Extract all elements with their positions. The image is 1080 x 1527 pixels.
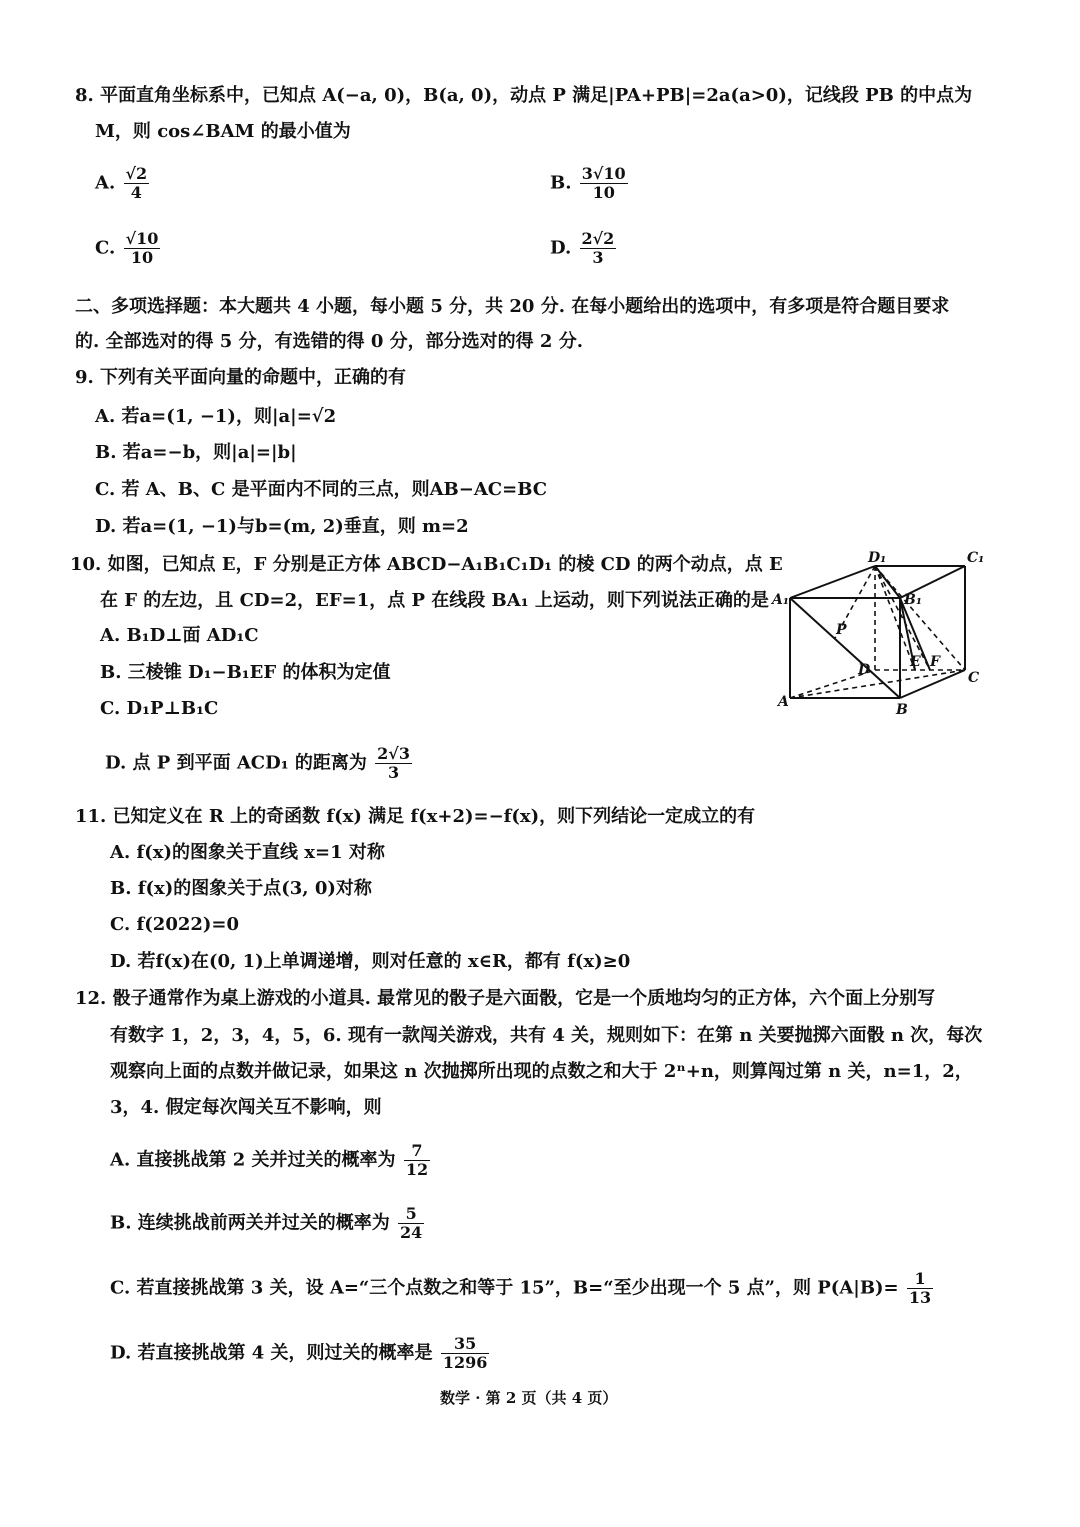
q9-option-b: B. 若a=−b，则|a|=|b| <box>95 442 297 463</box>
option-text: B. 连续挑战前两关并过关的概率为 <box>110 1212 390 1234</box>
numerator: √2 <box>125 164 148 183</box>
q10-option-b: B. 三棱锥 D₁−B₁EF 的体积为定值 <box>100 662 391 683</box>
fraction <box>580 230 617 267</box>
denominator: 13 <box>908 1288 932 1307</box>
numerator: 35 <box>441 1335 490 1354</box>
q11-option-a: A. f(x)的图象关于直线 x=1 对称 <box>110 842 385 863</box>
q12-option-b <box>110 1205 426 1242</box>
numerator: 7 <box>404 1142 430 1161</box>
q8-option-a <box>95 165 151 202</box>
q11-option-b: B. f(x)的图象关于点(3, 0)对称 <box>110 878 372 899</box>
option-label: C. <box>95 237 116 259</box>
fraction <box>398 1205 424 1242</box>
q10-option-c: C. D₁P⊥B₁C <box>100 698 219 719</box>
numerator: 2√2 <box>581 229 615 248</box>
fraction <box>404 1142 430 1179</box>
q12-option-a <box>110 1142 432 1179</box>
denominator: 3 <box>592 248 604 267</box>
q9-option-c: C. 若 A、B、C 是平面内不同的三点，则AB−AC=BC <box>95 479 548 500</box>
q9-option-d: D. 若a=(1, −1)与b=(m, 2)垂直，则 m=2 <box>95 516 469 537</box>
denominator: 12 <box>405 1160 429 1179</box>
q8-option-c <box>95 230 162 267</box>
edge-b-c <box>900 670 965 698</box>
cube-figure <box>770 548 985 718</box>
label-p: P <box>836 622 847 638</box>
segment-a-c <box>790 670 965 698</box>
q10-option-d <box>105 745 414 782</box>
fraction <box>907 1270 933 1307</box>
label-f: F <box>930 654 940 670</box>
q12-stem-line4: 3，4. 假定每次闯关互不影响，则 <box>110 1097 382 1118</box>
denominator: 4 <box>130 183 142 202</box>
label-e: E <box>910 654 921 670</box>
option-text: D. 若直接挑战第 4 关，则过关的概率是 <box>110 1342 433 1364</box>
q12-stem-line1: 12. 骰子通常作为桌上游戏的小道具. 最常见的骰子是六面骰，它是一个质地均匀的正方体，六个面上分别写 <box>75 988 936 1009</box>
option-label: D. <box>550 237 572 259</box>
option-label: A. <box>95 172 116 194</box>
denominator: 1296 <box>442 1353 488 1372</box>
denominator: 3 <box>387 763 400 782</box>
numerator: 5 <box>398 1205 424 1224</box>
q10-option-a: A. B₁D⊥面 AD₁C <box>100 625 259 646</box>
fraction <box>124 165 150 202</box>
numerator: 2√3 <box>377 744 410 763</box>
segment-d1-b1 <box>875 566 900 598</box>
label-b1: B₁ <box>904 592 922 608</box>
q12-option-d <box>110 1335 491 1372</box>
section2-line1: 二、多项选择题：本大题共 4 小题，每小题 5 分，共 20 分. 在每小题给出的选项中，有多项是符合题目要求 <box>75 296 950 317</box>
q8-stem-line1: 8. 平面直角坐标系中，已知点 A(−a, 0)，B(a, 0)，动点 P 满足|PA+PB|=2a(a>0)，记线段 PB 的中点为 <box>75 85 973 106</box>
q10-stem-line2: 在 F 的左边，且 CD=2，EF=1，点 P 在线段 BA₁ 上运动，则下列说法正确的是 <box>100 590 769 611</box>
q10-stem-line1: 10. 如图，已知点 E，F 分别是正方体 ABCD−A₁B₁C₁D₁ 的棱 CD 的两个动点，点 E <box>70 554 783 575</box>
q11-option-d: D. 若f(x)在(0, 1)上单调递增，则对任意的 x∈R，都有 f(x)≥0 <box>110 951 631 972</box>
fraction <box>124 230 161 267</box>
label-d: D <box>858 662 871 678</box>
q12-option-c <box>110 1270 935 1307</box>
option-text: C. 若直接挑战第 3 关，设 A=“三个点数之和等于 15”，B=“至少出现一个 5 点”，则 P(A|B)= <box>110 1277 899 1299</box>
option-text: A. 直接挑战第 2 关并过关的概率为 <box>110 1149 396 1171</box>
denominator: 10 <box>592 183 615 202</box>
label-c1: C₁ <box>967 550 985 566</box>
edge-a1-d1 <box>790 566 875 598</box>
label-b: B <box>896 702 908 718</box>
q8-option-b <box>550 165 630 202</box>
option-label: B. <box>550 172 572 194</box>
fraction <box>375 745 412 782</box>
q9-stem: 9. 下列有关平面向量的命题中，正确的有 <box>75 367 407 388</box>
numerator: 1 <box>907 1270 933 1289</box>
page-footer: 数学 · 第 2 页（共 4 页） <box>440 1389 618 1407</box>
q12-stem-line2: 有数字 1，2，3，4，5，6. 现有一款闯关游戏，共有 4 关，规则如下：在第 n 关要抛掷六面骰 n 次，每次 <box>110 1025 983 1046</box>
q12-stem-line3: 观察向上面的点数并做记录，如果这 n 次抛掷所出现的点数之和大于 2ⁿ+n，则算闯过第 n 关，n=1，2， <box>110 1061 973 1082</box>
numerator: √10 <box>125 229 159 248</box>
denominator: 24 <box>400 1223 423 1242</box>
label-a: A <box>778 694 789 710</box>
q11-stem: 11. 已知定义在 R 上的奇函数 f(x) 满足 f(x+2)=−f(x)，则下列结论一定成立的有 <box>75 806 756 827</box>
q8-stem-line2: M，则 cos∠BAM 的最小值为 <box>95 121 351 142</box>
label-a1: A₁ <box>772 592 789 608</box>
label-d1: D₁ <box>868 550 887 566</box>
fraction <box>580 165 628 202</box>
numerator: 3√10 <box>581 164 626 183</box>
segment-d1-f <box>875 566 930 670</box>
q9-option-a: A. 若a=(1, −1)，则|a|=√2 <box>95 406 337 427</box>
q8-option-d <box>550 230 618 267</box>
section2-line2: 的. 全部选对的得 5 分，有选错的得 0 分，部分选对的得 2 分. <box>75 331 583 352</box>
option-text: D. 点 P 到平面 ACD₁ 的距离为 <box>105 752 367 774</box>
denominator: 10 <box>130 248 154 267</box>
q11-option-c: C. f(2022)=0 <box>110 914 240 935</box>
label-c: C <box>968 670 980 686</box>
fraction <box>441 1335 490 1372</box>
